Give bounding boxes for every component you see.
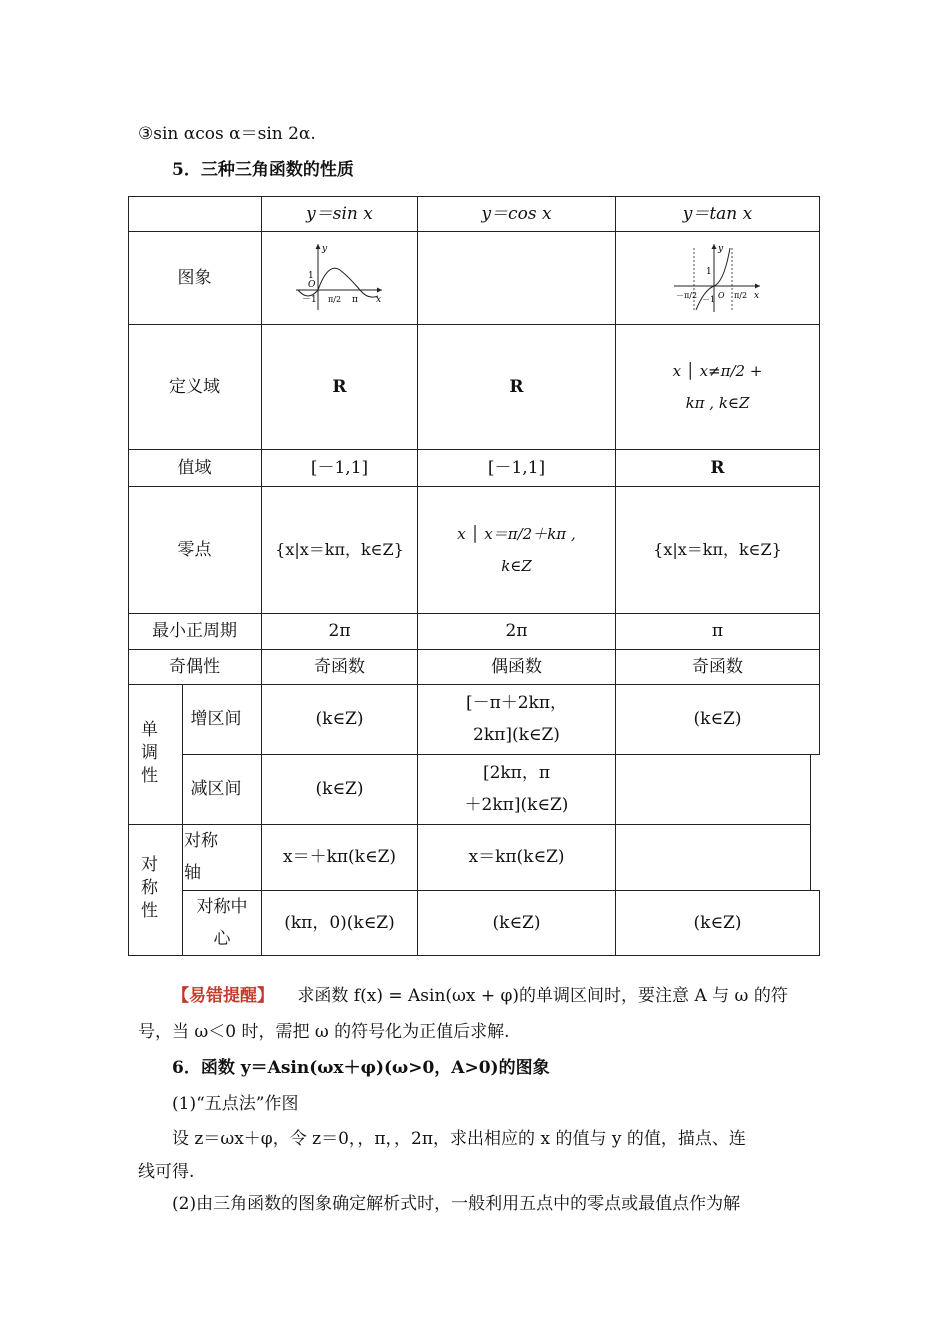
decreasing-cos (418, 754, 615, 824)
sub-1-title: (1)“五点法”作图 (172, 1094, 299, 1114)
row-label-increasing: 增区间 (190, 709, 242, 729)
zeros-cos (418, 486, 615, 613)
axis-sin: x＝＋kπ(k∈Z) (282, 847, 397, 867)
zeros-tan: {x|x＝kπ，k∈Z} (653, 539, 782, 559)
sin-graph-x-label: x (375, 295, 381, 305)
section-5-title: 5．三种三角函数的性质 (172, 160, 354, 180)
sin-graph-pi: π (351, 295, 358, 305)
row-label-parity: 奇偶性 (169, 656, 220, 677)
parity-sin: 奇函数 (314, 656, 365, 677)
increasing-cos-line1: [－π＋2kπ， (465, 693, 568, 713)
row-label-monotonic: 单调性 (137, 719, 157, 789)
tan-graph (616, 232, 819, 324)
domain-sin: R (332, 376, 347, 397)
domain-tan-line2: kπ , k∈Z (685, 393, 750, 412)
warning-label: 【易错提醒】 (172, 986, 274, 1006)
range-cos: [－1,1] (487, 457, 546, 478)
increasing-cos-line2: 2kπ](k∈Z) (473, 725, 560, 745)
row-label-period: 最小正周期 (152, 621, 237, 641)
zeros-cos-line2: k∈Z (501, 556, 532, 575)
row-label-decreasing: 减区间 (190, 779, 242, 799)
zeros-sin: {x|x＝kπ，k∈Z} (275, 539, 404, 559)
center-cos: (k∈Z) (492, 912, 541, 933)
decreasing-cos-line1: [2kπ，π (482, 763, 551, 783)
intro-line: ③sin αcos α＝sin 2α. (138, 124, 316, 144)
period-tan: π (711, 621, 724, 641)
increasing-sin: (k∈Z) (315, 709, 364, 729)
period-sin: 2π (328, 621, 351, 641)
center-tan: (k∈Z) (693, 912, 742, 933)
tan-graph-half-pi: π/2 (733, 291, 747, 300)
tan-graph-x-label: x (753, 291, 759, 301)
header-cos: y＝cos x (481, 203, 552, 224)
domain-tan (616, 324, 819, 449)
sin-graph (262, 232, 417, 324)
decreasing-cos-line2: ＋2kπ](k∈Z) (464, 795, 569, 815)
tan-graph-y-label: y (717, 244, 723, 254)
period-cos: 2π (505, 621, 528, 641)
increasing-tan: (k∈Z) (693, 709, 742, 729)
row-label-graph: 图象 (177, 267, 212, 288)
sin-graph-one: 1 (307, 271, 314, 281)
warning-line-2: 号，当 ω＜0 时，需把 ω 的符号化为正值后求解. (138, 1022, 510, 1042)
tan-graph-neg-one: －1 (701, 295, 715, 304)
sin-graph-origin: O (307, 280, 315, 290)
axis-cos: x＝kπ(k∈Z) (468, 847, 565, 867)
tan-graph-neg-half-pi: －π/2 (675, 291, 697, 300)
row-label-range: 值域 (177, 457, 212, 478)
increasing-cos (418, 684, 615, 754)
parity-tan: 奇函数 (692, 656, 743, 677)
domain-tan-line1: x │ x≠π/2 + (672, 361, 763, 380)
decreasing-sin: (k∈Z) (315, 779, 364, 799)
row-label-symmetry: 对称性 (137, 855, 157, 924)
tan-graph-origin: O (717, 291, 725, 300)
section-6-title: 6．函数 y＝Asin(ωx＋φ)(ω>0，A>0)的图象 (172, 1058, 550, 1078)
center-sin: (kπ，0)(k∈Z) (284, 912, 395, 933)
properties-table (128, 196, 820, 956)
sin-graph-y-label: y (321, 244, 327, 254)
zeros-cos-line1: x │ x＝π/2＋kπ , (457, 524, 576, 543)
axis-tan (616, 824, 810, 890)
row-label-domain: 定义域 (169, 376, 220, 397)
warning-line-1 (172, 984, 788, 1008)
tan-graph-one: 1 (705, 267, 712, 277)
sub-2-text: (2)由三角函数的图象确定解析式时，一般利用五点中的零点或最值点作为解 (172, 1194, 741, 1214)
row-label-axis: 对称轴 (184, 831, 218, 883)
header-sin: y＝sin x (306, 203, 373, 224)
warning-text-1: 求函数 f(x) = Asin(ωx + φ)的单调区间时，要注意 A 与 ω 的符 (297, 986, 788, 1006)
range-tan: R (710, 457, 725, 478)
row-label-center: 对称中心 (196, 896, 248, 949)
row-label-zeros: 零点 (177, 539, 212, 560)
header-tan: y＝tan x (682, 203, 753, 224)
sub-1-text-2: 线可得. (138, 1162, 195, 1182)
sin-graph-half-pi: π/2 (327, 295, 341, 304)
sub-1-text-1: 设 z＝ωx＋φ，令 z＝0，，π，，2π，求出相应的 x 的值与 y 的值，描点、连 (172, 1129, 746, 1149)
sin-graph-neg-one: －1 (301, 295, 317, 305)
range-sin: [－1,1] (310, 457, 369, 478)
parity-cos: 偶函数 (491, 656, 542, 677)
domain-cos: R (509, 376, 524, 397)
decreasing-tan (616, 754, 810, 824)
